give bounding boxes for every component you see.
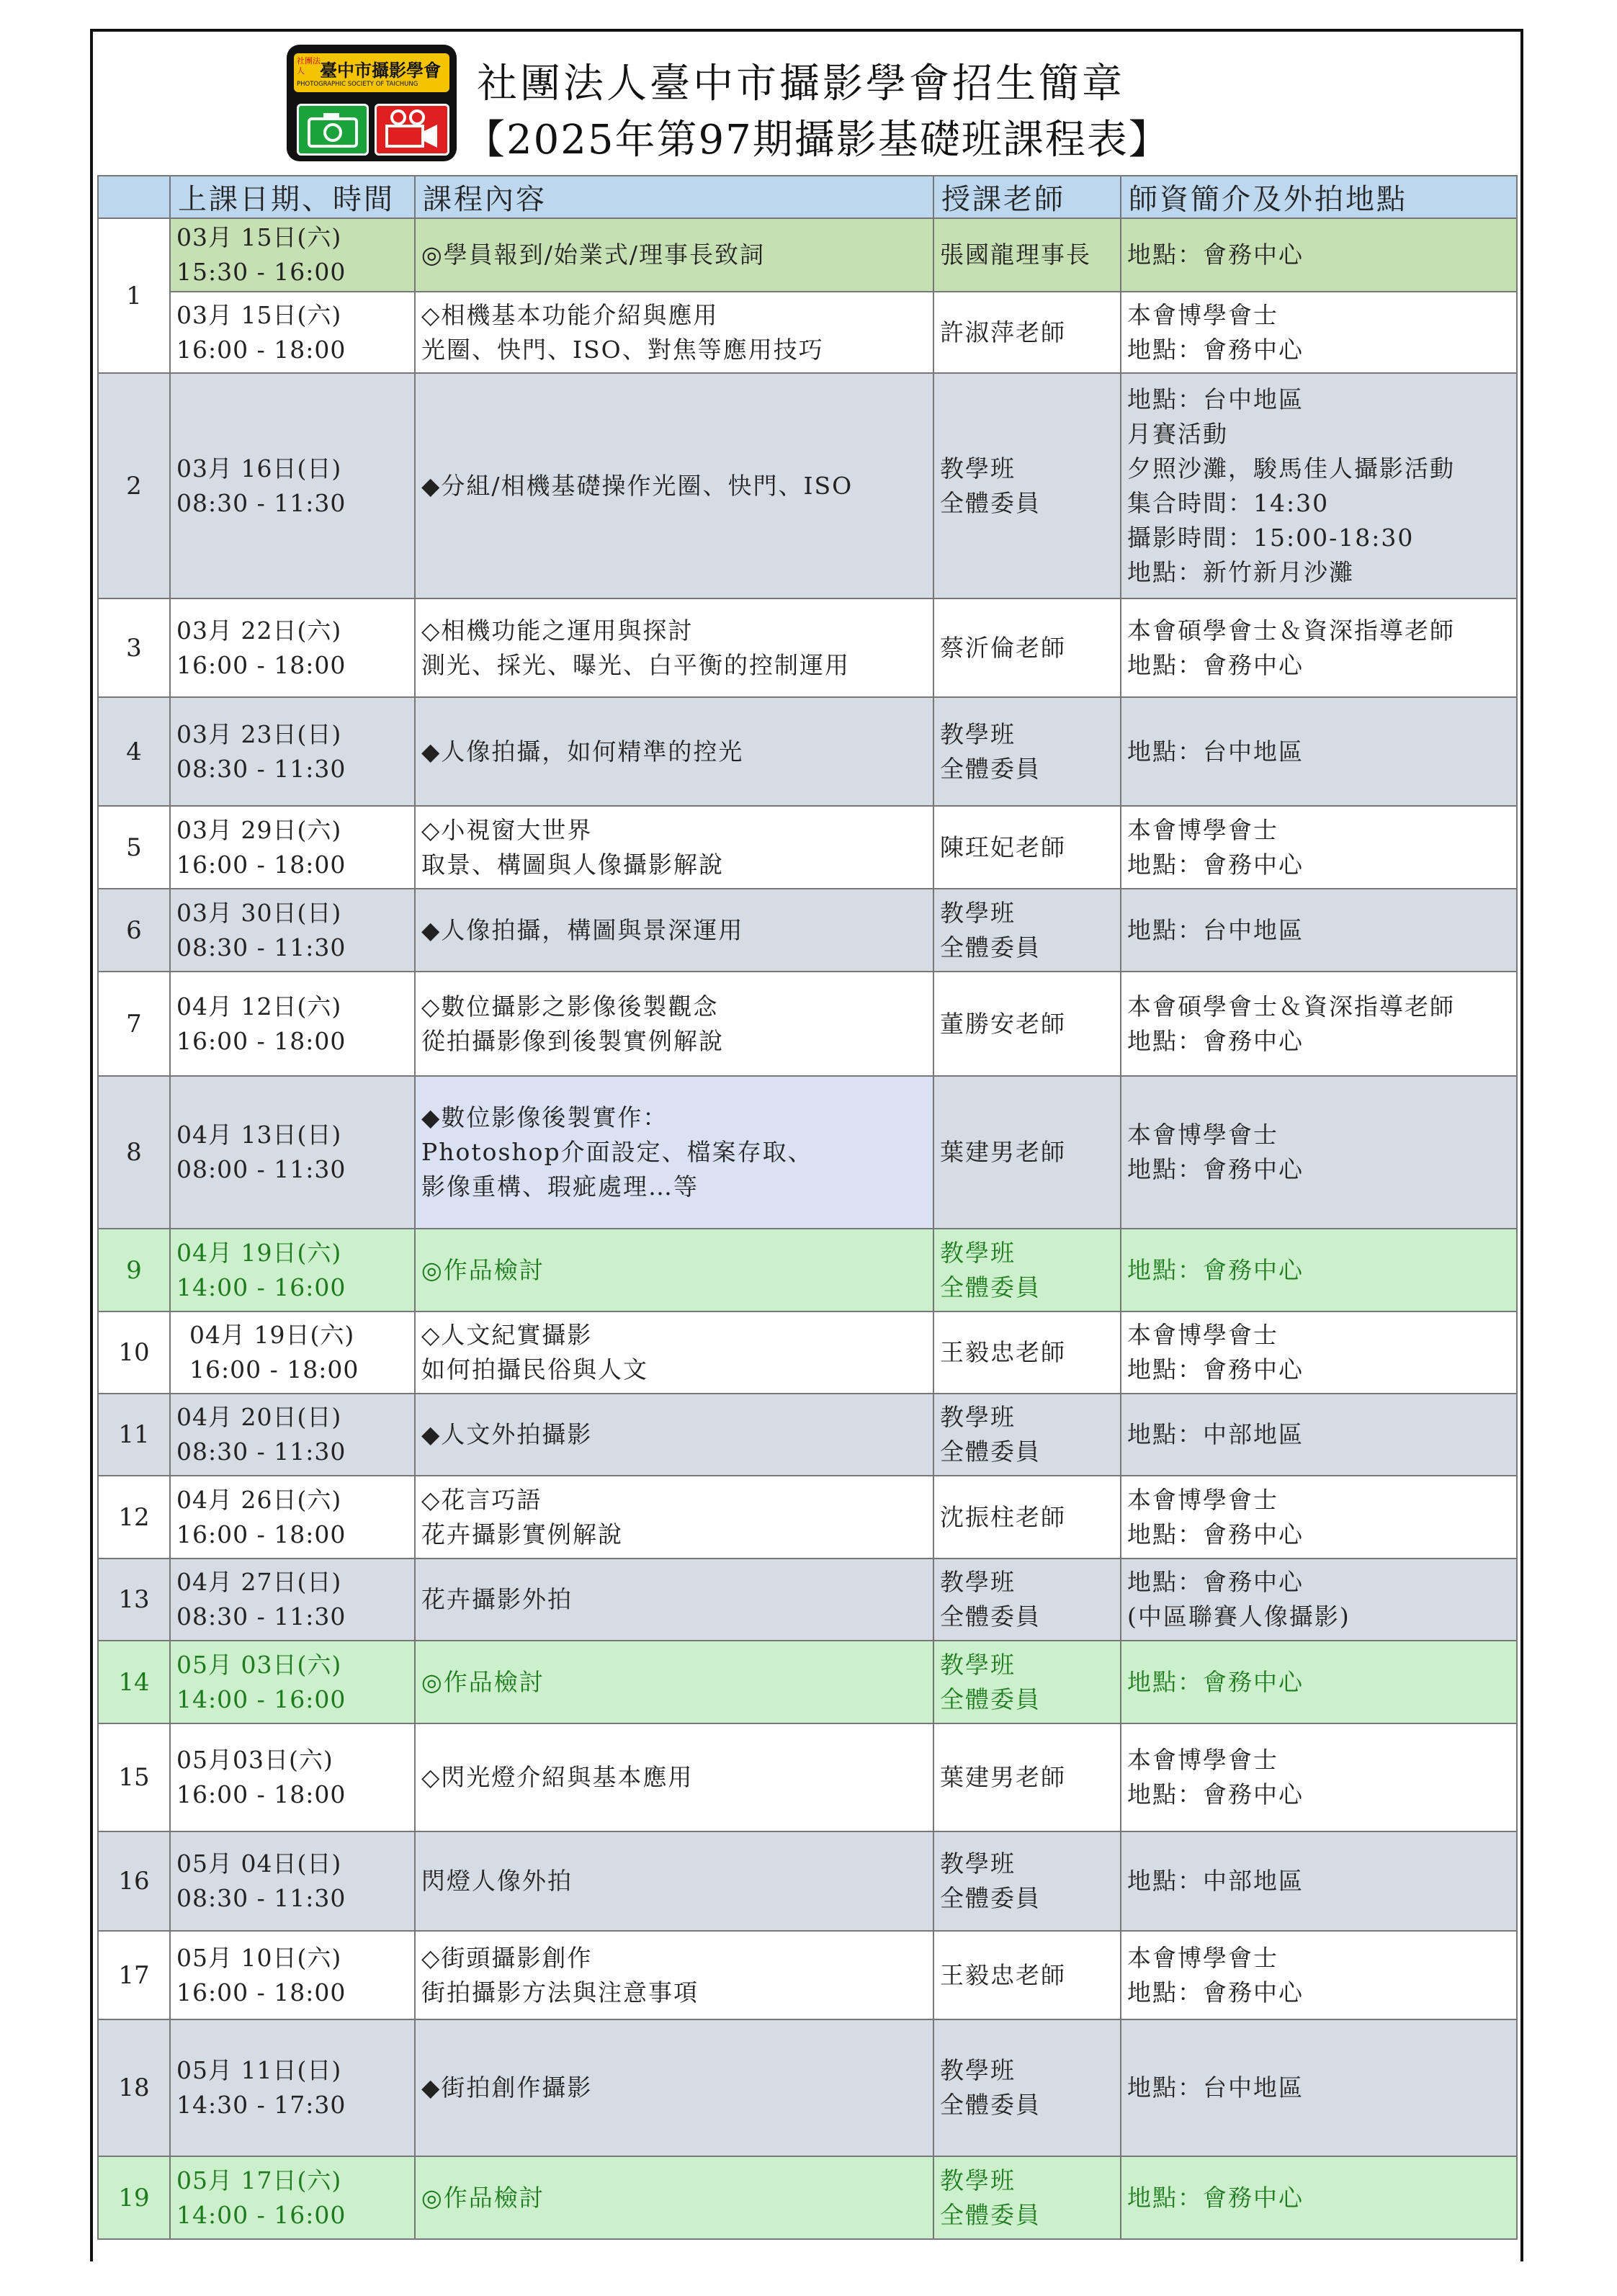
table-row [98,1831,1517,1931]
cell-line: 本會博學會士 [1127,1321,1278,1349]
cell-line: 05月 04日(日) [176,1849,342,1878]
cell-line: 陳玨妃老師 [940,833,1066,861]
cell-info [1121,806,1517,889]
cell-line: 14:00 - 16:00 [176,1273,346,1301]
cell-date [170,1076,415,1229]
row-number: 9 [98,1229,170,1311]
cell-line: 影像重構、瑕疵處理…等 [421,1172,699,1201]
cell-teacher [933,1229,1121,1311]
cell-line: 全體委員 [940,933,1041,961]
cell-line: 地點：會務中心 [1127,1520,1304,1548]
cell-line: 蔡沂倫老師 [940,633,1066,662]
cell-line: 全體委員 [940,2091,1041,2119]
cell-content [415,1559,933,1641]
cell-line: ◎作品檢討 [421,2183,545,2212]
cell-line: 地點：中部地區 [1127,1420,1304,1448]
cell-line: 教學班 [940,1238,1016,1267]
row-number: 6 [98,889,170,972]
cell-line: ◆人像拍攝，如何精準的控光 [421,737,744,766]
cell-content [415,218,933,292]
cell-line: 15:30 - 16:00 [176,258,346,286]
cell-line: 全體委員 [940,1602,1041,1631]
cell-content [415,1931,933,2019]
cell-info [1121,373,1517,598]
cell-line: 08:30 - 11:30 [176,1884,346,1912]
cell-info [1121,598,1517,697]
row-number: 11 [98,1394,170,1476]
cell-line: 03月 16日(日) [176,454,342,483]
table-row [98,1394,1517,1476]
row-number: 13 [98,1559,170,1641]
cell-line: ◇小視窗大世界 [421,815,593,844]
cell-line: 04月 19日(六) [189,1321,355,1349]
cell-line: 地點：中部地區 [1127,1867,1304,1895]
cell-line: 許淑萍老師 [940,318,1066,346]
row-number: 18 [98,2019,170,2156]
cell-teacher [933,806,1121,889]
cell-line: ◇相機功能之運用與探討 [421,616,694,645]
cell-line: 08:30 - 11:30 [176,754,346,783]
cell-line: 教學班 [940,1650,1016,1679]
cell-line: ◇數位攝影之影像後製觀念 [421,992,719,1021]
cell-line: 地點：台中地區 [1127,385,1304,413]
cell-line: 03月 29日(六) [176,815,342,844]
row-number: 8 [98,1076,170,1229]
cell-date [170,697,415,806]
cell-line: 閃燈人像外拍 [421,1867,573,1895]
cell-line: 08:30 - 11:30 [176,933,346,961]
cell-line: 03月 23日(日) [176,719,342,748]
cell-line: 03月 15日(六) [176,300,342,329]
cell-info [1121,1831,1517,1931]
cell-line: 16:00 - 18:00 [176,650,346,679]
cell-line: 月賽活動 [1127,419,1228,448]
cell-line: ◎作品檢討 [421,1667,545,1696]
cell-line: 04月 13日(日) [176,1121,342,1149]
cell-line: 本會碩學會士＆資深指導老師 [1127,616,1455,645]
cell-line: 全體委員 [940,1884,1041,1912]
cell-info [1121,292,1517,373]
row-number: 17 [98,1931,170,2019]
cell-content [415,889,933,972]
cell-line: 03月 15日(六) [176,223,342,251]
table-row [98,373,1517,598]
cell-line: ◆數位影像後製實作： [421,1103,668,1131]
cell-line: 葉建男老師 [940,1763,1066,1791]
cell-line: 教學班 [940,898,1016,927]
cell-info [1121,218,1517,292]
cell-line: 08:00 - 11:30 [176,1155,346,1183]
cell-content [415,1076,933,1229]
cell-line: 地點：會務中心 [1127,1978,1304,2006]
cell-line: 地點：會務中心 [1127,1355,1304,1384]
cell-content [415,373,933,598]
cell-date [170,1559,415,1641]
cell-content [415,972,933,1076]
header-num [98,176,170,218]
course-schedule-table [97,175,1518,2240]
cell-content [415,697,933,806]
cell-date [170,1229,415,1311]
cell-content [415,1723,933,1831]
cell-date [170,1311,415,1394]
cell-line: 花卉攝影實例解說 [421,1520,623,1548]
cell-line: ◆人文外拍攝影 [421,1420,593,1448]
cell-line: 14:30 - 17:30 [176,2091,346,2119]
cell-line: 14:00 - 16:00 [176,2200,346,2229]
camera-icon [297,104,369,156]
cell-teacher [933,2019,1121,2156]
cell-line: 地點：會務中心 [1127,1255,1304,1284]
cell-teacher [933,1641,1121,1723]
cell-line: 16:00 - 18:00 [176,1978,346,2006]
cell-line: ◇相機基本功能介紹與應用 [421,300,719,329]
cell-teacher [933,1831,1121,1931]
cell-line: ◎作品檢討 [421,1255,545,1284]
cell-line: (中區聯賽人像攝影) [1127,1602,1351,1631]
cell-content [415,2019,933,2156]
cell-line: 地點：會務中心 [1127,1568,1304,1596]
cell-line: 05月03日(六) [176,1746,333,1774]
table-row [98,1641,1517,1723]
cell-line: ◇街頭攝影創作 [421,1943,593,1972]
header-info: 師資簡介及外拍地點 [1121,176,1517,218]
cell-info [1121,1559,1517,1641]
page-title: 社團法人臺中市攝影學會招生簡章 [477,60,1125,107]
cell-line: 16:00 - 18:00 [176,1780,346,1808]
cell-date [170,373,415,598]
table-row [98,292,1517,373]
cell-line: 03月 22日(六) [176,616,342,645]
cell-date [170,1476,415,1559]
cell-line: 16:00 - 18:00 [176,1026,346,1055]
table-row [98,1229,1517,1311]
cell-line: 地點：台中地區 [1127,2073,1304,2102]
cell-info [1121,889,1517,972]
cell-line: 地點：會務中心 [1127,850,1304,879]
cell-info [1121,1076,1517,1229]
header-teacher: 授課老師 [933,176,1121,218]
cell-line: 地點：會務中心 [1127,1026,1304,1055]
cell-line: 光圈、快門、ISO、對焦等應用技巧 [421,335,824,364]
cell-content [415,806,933,889]
cell-teacher [933,972,1121,1076]
cell-line: 本會博學會士 [1127,815,1278,844]
cell-content [415,1476,933,1559]
cell-content [415,1394,933,1476]
table-row [98,697,1517,806]
table-row [98,1311,1517,1394]
cell-date [170,806,415,889]
cell-info [1121,972,1517,1076]
cell-line: 05月 17日(六) [176,2166,342,2194]
cell-line: 教學班 [940,719,1016,748]
cell-line: 04月 20日(日) [176,1403,342,1431]
logo-english: PHOTOGRAPHIC SOCIETY OF TAICHUNG [297,81,418,88]
cell-info [1121,1476,1517,1559]
page-subtitle: 【2025年第97期攝影基礎班課程表】 [465,117,1170,163]
logo-name: 臺中市攝影學會 [320,60,441,81]
cell-line: 攝影時間：15:00-18:30 [1127,523,1415,552]
cell-line: 14:00 - 16:00 [176,1685,346,1713]
table-row [98,889,1517,972]
cell-line: 測光、採光、曝光、白平衡的控制運用 [421,650,850,679]
cell-line: 全體委員 [940,1438,1041,1466]
cell-line: 王毅忠老師 [940,1338,1066,1366]
cell-line: 地點：新竹新月沙灘 [1127,557,1354,586]
cell-line: 16:00 - 18:00 [176,1520,346,1548]
cell-info [1121,1931,1517,2019]
table-row [98,972,1517,1076]
cell-info [1121,2019,1517,2156]
cell-line: 全體委員 [940,754,1041,783]
cell-info [1121,697,1517,806]
table-row [98,2156,1517,2239]
cell-line: ◎學員報到/始業式/理事長致詞 [421,241,766,269]
cell-date [170,2156,415,2239]
cell-content [415,598,933,697]
cell-line: 從拍攝影像到後製實例解說 [421,1026,724,1055]
cell-teacher [933,697,1121,806]
cell-teacher [933,1476,1121,1559]
row-number: 10 [98,1311,170,1394]
cell-teacher [933,2156,1121,2239]
cell-line: 04月 26日(六) [176,1485,342,1514]
cell-line: 全體委員 [940,1685,1041,1713]
cell-line: 地點：台中地區 [1127,737,1304,766]
cell-line: ◆分組/相機基礎操作光圈、快門、ISO [421,471,854,500]
cell-teacher [933,1559,1121,1641]
cell-line: 16:00 - 18:00 [189,1355,359,1384]
header-content: 課程內容 [415,176,933,218]
cell-line: 地點：會務中心 [1127,241,1304,269]
table-row [98,218,1517,292]
cell-info [1121,1311,1517,1394]
table-row [98,806,1517,889]
cell-content [415,292,933,373]
cell-line: 04月 27日(日) [176,1568,342,1596]
cell-date [170,218,415,292]
cell-line: 街拍攝影方法與注意事項 [421,1978,699,2006]
cell-date [170,1831,415,1931]
cell-line: 05月 11日(日) [176,2056,342,2084]
cell-line: 地點：會務中心 [1127,335,1304,364]
cell-line: Photoshop介面設定、檔案存取、 [421,1138,813,1166]
row-number: 1 [98,218,170,373]
cell-date [170,2019,415,2156]
cell-line: 03月 30日(日) [176,898,342,927]
cell-line: ◇花言巧語 [421,1485,542,1514]
cell-line: 全體委員 [940,1273,1041,1301]
cell-line: 04月 12日(六) [176,992,342,1021]
cell-teacher [933,373,1121,598]
cell-line: 08:30 - 11:30 [176,1438,346,1466]
cell-teacher [933,1076,1121,1229]
cell-line: 如何拍攝民俗與人文 [421,1355,648,1384]
cell-date [170,1394,415,1476]
cell-content [415,1229,933,1311]
table-row [98,598,1517,697]
table-header-row [98,176,1517,218]
cell-line: 全體委員 [940,2200,1041,2229]
table-row [98,1076,1517,1229]
cell-line: 08:30 - 11:30 [176,488,346,517]
cell-teacher [933,1931,1121,2019]
cell-content [415,1311,933,1394]
cell-line: 本會博學會士 [1127,1746,1278,1774]
cell-line: ◇閃光燈介紹與基本應用 [421,1763,694,1791]
cell-line: 本會碩學會士＆資深指導老師 [1127,992,1455,1021]
row-number: 14 [98,1641,170,1723]
cell-date [170,889,415,972]
cell-line: 張國龍理事長 [940,241,1091,269]
logo-tw-label: 社團法人 [297,56,321,76]
cell-date [170,972,415,1076]
cell-teacher [933,1394,1121,1476]
cell-line: 教學班 [940,1403,1016,1431]
cell-date [170,292,415,373]
cell-line: 教學班 [940,2166,1016,2194]
row-number: 15 [98,1723,170,1831]
cell-line: 地點：台中地區 [1127,915,1304,944]
row-number: 16 [98,1831,170,1931]
cell-teacher [933,598,1121,697]
cell-line: 教學班 [940,1568,1016,1596]
table-row [98,1476,1517,1559]
cell-line: 16:00 - 18:00 [176,335,346,364]
cell-info [1121,1229,1517,1311]
cell-content [415,1641,933,1723]
header-date: 上課日期、時間 [170,176,415,218]
cell-line: 教學班 [940,454,1016,483]
cell-line: 集合時間：14:30 [1127,488,1330,517]
cell-teacher [933,1723,1121,1831]
cell-line: 地點：會務中心 [1127,1780,1304,1808]
cell-line: 地點：會務中心 [1127,1155,1304,1183]
society-logo [287,45,457,161]
row-number: 4 [98,697,170,806]
cell-line: 05月 10日(六) [176,1943,342,1972]
cell-line: 地點：會務中心 [1127,1667,1304,1696]
cell-line: 04月 19日(六) [176,1238,342,1267]
cell-info [1121,1394,1517,1476]
row-number: 2 [98,373,170,598]
cell-teacher [933,218,1121,292]
cell-line: 05月 03日(六) [176,1650,342,1679]
cell-teacher [933,292,1121,373]
table-row [98,1931,1517,2019]
cell-line: 教學班 [940,1849,1016,1878]
cell-teacher [933,889,1121,972]
cell-line: 全體委員 [940,488,1041,517]
cell-line: 董勝安老師 [940,1009,1066,1038]
cell-line: 葉建男老師 [940,1138,1066,1166]
table-row [98,1559,1517,1641]
cell-date [170,598,415,697]
cell-line: ◆人像拍攝，構圖與景深運用 [421,915,744,944]
cell-line: 取景、構圖與人像攝影解說 [421,850,724,879]
cell-line: 花卉攝影外拍 [421,1585,573,1613]
cell-date [170,1723,415,1831]
cell-date [170,1931,415,2019]
cell-info [1121,1723,1517,1831]
cell-line: 本會博學會士 [1127,1943,1278,1972]
cell-content [415,1831,933,1931]
cell-line: 地點：會務中心 [1127,650,1304,679]
cell-line: 本會博學會士 [1127,300,1278,329]
cell-line: 教學班 [940,2056,1016,2084]
cell-line: 本會博學會士 [1127,1121,1278,1149]
cell-line: 夕照沙灘，駿馬佳人攝影活動 [1127,454,1455,483]
row-number: 12 [98,1476,170,1559]
table-row [98,1723,1517,1831]
video-camera-icon [375,104,449,156]
cell-line: ◆街拍創作攝影 [421,2073,593,2102]
cell-line: 王毅忠老師 [940,1960,1066,1989]
cell-info [1121,2156,1517,2239]
cell-line: 16:00 - 18:00 [176,850,346,879]
table-row [98,2019,1517,2156]
cell-line: 08:30 - 11:30 [176,1602,346,1631]
cell-date [170,1641,415,1723]
cell-line: ◇人文紀實攝影 [421,1321,593,1349]
row-number: 5 [98,806,170,889]
cell-info [1121,1641,1517,1723]
cell-content [415,2156,933,2239]
cell-line: 本會博學會士 [1127,1485,1278,1514]
row-number: 19 [98,2156,170,2239]
row-number: 7 [98,972,170,1076]
cell-line: 沈振柱老師 [940,1502,1066,1531]
row-number: 3 [98,598,170,697]
cell-line: 地點：會務中心 [1127,2183,1304,2212]
cell-teacher [933,1311,1121,1394]
